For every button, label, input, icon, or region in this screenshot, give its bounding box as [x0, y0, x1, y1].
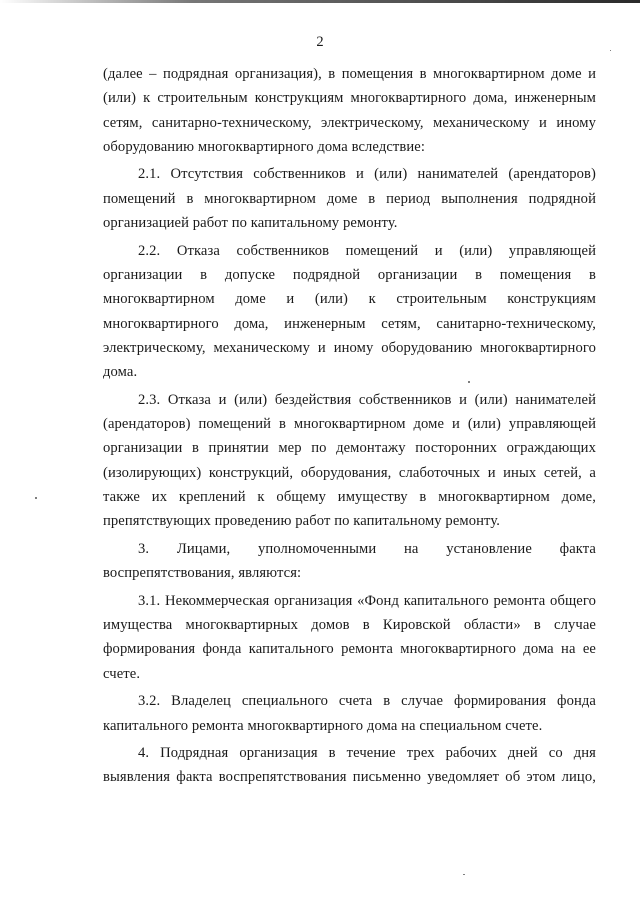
- paragraph-2-2: 2.2. Отказа собственников помещений и (или) управляющей организации в допуске подрядной организации в помещения в многоквартирном доме и (или) к строительным конструкциям многоквартирного дома, инженерным сетям, санитарно-техническому, электрическому, механическому и иному оборудованию многоквартирного дома.: [103, 242, 596, 381]
- paragraph-3-2: 3.2. Владелец специального счета в случае формирования фонда капитального ремонта многоквартирного дома на специальном счете.: [103, 693, 596, 734]
- paragraph-2-3: 2.3. Отказа и (или) бездействия собственников и (или) нанимателей (арендаторов) помещений в многоквартирном доме и (или) управляющей организации в принятии мер по демонтажу посторонних ограждающих (изолирующих) конструкций, оборудования, слаботочных и иных сетей, а также их креплений к общему имуществу в многоквартирном доме, препятствующих проведению работ по капитальному ремонту.: [103, 391, 596, 530]
- paragraph-3: 3. Лицами, уполномоченными на установление факта воспрепятствования, являются:: [103, 540, 596, 582]
- page-number: 2: [316, 34, 324, 50]
- scan-speck: [463, 874, 465, 875]
- paragraph-4: 4. Подрядная организация в течение трех рабочих дней со дня выявления факта воспрепятствования письменно уведомляет об этом лицо,: [103, 745, 596, 786]
- paragraph-2-1: 2.1. Отсутствия собственников и (или) нанимателей (арендаторов) помещений в многоквартирном доме в период выполнения подрядной организацией работ по капитальному ремонту.: [103, 166, 596, 232]
- paragraph-3-1: 3.1. Некоммерческая организация «Фонд капитального ремонта общего имущества многоквартирных домов в Кировской области» в случае формирования фонда капитального ремонта многоквартирного дома на ее счете.: [103, 592, 596, 682]
- scan-speck: [610, 50, 611, 51]
- scan-speck: [35, 497, 37, 499]
- document-body: [103, 62, 596, 790]
- page-top-edge: [0, 0, 640, 3]
- scan-speck: [468, 381, 470, 383]
- paragraph-intro: (далее – подрядная организация), в помещения в многоквартирном доме и (или) к строительным конструкциям многоквартирного дома, инженерным сетям, санитарно-техническому, электрическому, механическому и иному оборудованию многоквартирного дома вследствие:: [103, 66, 596, 155]
